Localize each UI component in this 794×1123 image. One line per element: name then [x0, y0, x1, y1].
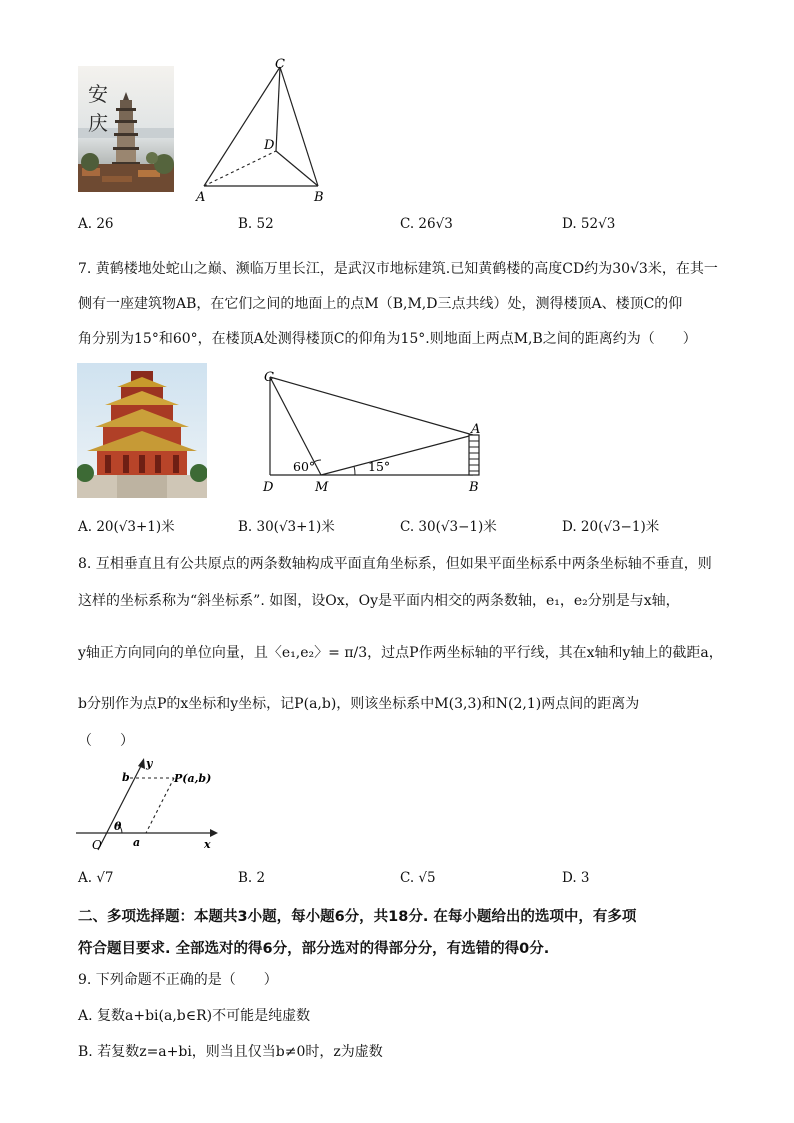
q7-stem-line-1: 7. 黄鹤楼地处蛇山之巅、濒临万里长江，是武汉市地标建筑.已知黄鹤楼的高度CD约为30√3米，在其一	[78, 261, 718, 277]
q6-option-d[interactable]: D. 52√3	[562, 216, 616, 232]
x-axis-arrow	[210, 829, 218, 837]
q8-stem-line-2: 这样的坐标系称为“斜坐标系”. 如图，设Ox，Oy是平面内相交的两条数轴，e₁，e₂分别是与x轴，	[78, 593, 680, 609]
q8-option-c[interactable]: C. √5	[400, 870, 436, 886]
label-D: D	[264, 138, 275, 153]
angle-label-60: 60°	[293, 459, 316, 474]
edge-CD	[276, 67, 280, 151]
q7-option-a[interactable]: A. 20(√3+1)米	[78, 519, 175, 535]
anqing-pagoda-photo	[78, 66, 174, 192]
q9-option-a[interactable]: A. 复数a+bi(a,b∈R)不可能是纯虚数	[78, 1008, 311, 1024]
tetrahedron-figure	[190, 55, 340, 205]
q8-stem-line-3: y轴正方向同向的单位向量，且〈e₁,e₂〉= π/3，过点P作两坐标轴的平行线，其在x轴和y轴上的截距a，	[78, 645, 723, 661]
q7-option-c[interactable]: C. 30(√3−1)米	[400, 519, 497, 535]
edge-CA	[204, 67, 280, 186]
q8-stem-line-1: 8. 互相垂直且有公共原点的两条数轴构成平面直角坐标系，但如果平面坐标系中两条坐标轴不垂直，则	[78, 556, 712, 572]
section-2-heading-line-1: 二、多项选择题：本题共3小题，每小题6分，共18分. 在每小题给出的选项中，有多项	[78, 909, 637, 925]
label-x: x	[204, 838, 211, 851]
label-b: b	[122, 771, 130, 784]
parallel-to-y	[146, 778, 174, 833]
label-P: P(a,b)	[174, 772, 212, 785]
section-2-heading-line-2: 符合题目要求. 全部选对的得6分，部分选对的得部分分，有选错的得0分.	[78, 941, 550, 957]
q9-option-b[interactable]: B. 若复数z=a+bi，则当且仅当b≠0时，z为虚数	[78, 1044, 383, 1060]
q7-stem-line-3: 角分别为15°和60°，在楼顶A处测得楼顶C的仰角为15°.则地面上两点M,B之间的距离约为（ ）	[78, 331, 697, 347]
q7-stem-line-2: 侧有一座建筑物AB，在它们之间的地面上的点M（B,M,D三点共线）处，测得楼顶A、楼顶C的仰	[78, 296, 683, 312]
q7-option-b[interactable]: B. 30(√3+1)米	[238, 519, 335, 535]
oblique-coordinate-figure	[74, 752, 224, 852]
label-B: B	[314, 190, 324, 205]
q7-option-d[interactable]: D. 20(√3−1)米	[562, 519, 660, 535]
edge-CB	[280, 67, 318, 186]
q8-stem-line-5: （ ）	[78, 733, 134, 749]
angle-label-15: 15°	[368, 459, 391, 474]
tower-distance-figure	[255, 365, 495, 495]
q6-option-c[interactable]: C. 26√3	[400, 216, 453, 232]
label-O: O	[92, 838, 102, 852]
yellow-crane-tower-photo	[77, 363, 207, 498]
photo-caption: 安 庆	[88, 82, 126, 135]
label-y: y	[146, 757, 153, 770]
label-theta: θ	[114, 820, 122, 833]
q8-option-d[interactable]: D. 3	[562, 870, 590, 886]
line-MA	[321, 435, 473, 475]
label-C: C	[264, 370, 274, 385]
label-a: a	[133, 836, 141, 849]
angle-arc-15	[354, 466, 355, 475]
label-C: C	[275, 57, 285, 72]
edge-DB	[276, 151, 318, 186]
label-D: D	[263, 480, 274, 495]
y-axis-arrow	[138, 758, 145, 769]
label-M: M	[315, 480, 329, 495]
line-CA	[270, 377, 473, 435]
q8-option-b[interactable]: B. 2	[238, 870, 266, 886]
q8-stem-line-4: b分别作为点P的x坐标和y坐标，记P(a,b)，则该坐标系中M(3,3)和N(2,1)两点间的距离为	[78, 696, 640, 712]
label-B: B	[469, 480, 479, 495]
label-A: A	[196, 190, 206, 205]
label-A: A	[471, 422, 481, 437]
tower-illustration	[77, 363, 207, 498]
q6-option-a[interactable]: A. 26	[78, 216, 114, 232]
q9-stem: 9. 下列命题不正确的是（ ）	[78, 972, 278, 988]
q6-option-b[interactable]: B. 52	[238, 216, 274, 232]
q8-option-a[interactable]: A. √7	[78, 870, 114, 886]
